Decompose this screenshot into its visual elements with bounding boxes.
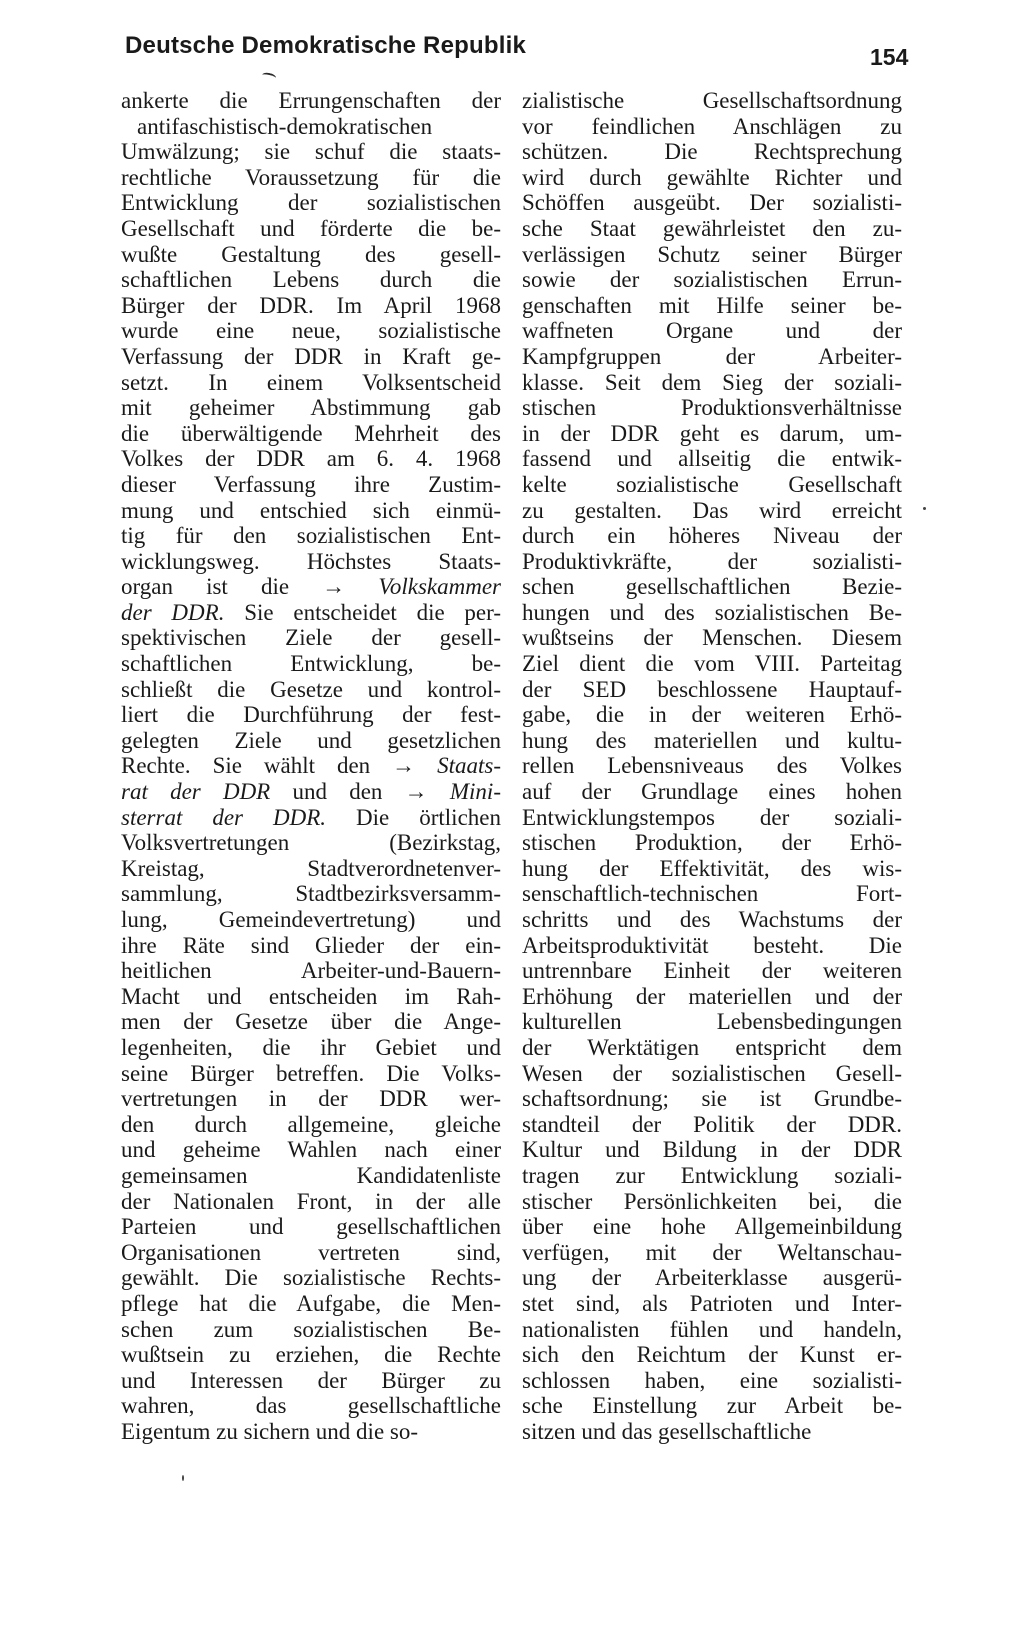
text-line: kulturellen Lebensbedingungen [522,1009,902,1035]
text-line: Volksvertretungen (Bezirkstag, [121,830,501,856]
text-line: schaftlichen Lebens durch die [121,267,501,293]
text-line: schritts und des Wachstums der [522,907,902,932]
page-title: Deutsche Demokratische Republik [125,32,526,59]
text-line: ankerte die Errungenschaften der [121,88,501,113]
text-line: der SED beschlossene Hauptauf- [522,676,902,702]
text-line: lung, Gemeindevertretung) und [121,907,501,932]
text-line: hungen und des sozialistischen Be- [522,599,902,625]
text-line: genschaften mit Hilfe seiner be- [522,292,902,318]
text-line: Kultur und Bildung in der DDR [522,1137,902,1163]
text-column-right [522,88,902,1444]
text-line: tig für den sozialistischen Ent- [121,523,501,549]
text-line: durch ein höheres Niveau der [522,523,902,549]
text-line: schen gesellschaftlichen Bezie- [522,574,902,600]
text-line: Kampfgruppen der Arbeiter- [522,343,902,369]
text-line: gemeinsamen Kandidatenliste [121,1162,501,1188]
text-line: Eigentum zu sichern und die so- [121,1418,419,1444]
text-line: vor feindlichen Anschlägen zu [522,113,902,139]
text-line: verfügen, mit der Weltanschau- [522,1239,902,1265]
text-line: sche Einstellung zur Arbeit be- [522,1393,902,1419]
text-line: Umwälzung; sie schuf die staats- [121,139,501,165]
text-line: sche Staat gewährleistet den zu- [522,215,902,241]
text-line: schaftlichen Entwicklung, be- [121,651,501,677]
text-line: dieser Verfassung ihre Zustim- [121,471,501,497]
text-line: der Nationalen Front, in der alle [121,1188,501,1214]
text-line: mit geheimer Abstimmung gab [121,395,501,421]
text-line: nationalisten fühlen und handeln, [522,1316,902,1342]
text-line: standteil der Politik der DDR. [522,1111,902,1137]
text-line: Ziel dient die vom VIII. Parteitag [522,651,902,677]
print-speck [182,1475,184,1481]
text-line: Volkes der DDR am 6. 4. 1968 [121,446,501,472]
text-line: gabe, die in der weiteren Erhö- [522,702,902,728]
text-line: stischen Produktionsverhältnisse [522,395,902,421]
text-line: stischen Produktion, der Erhö- [522,830,902,856]
text-line: in der DDR geht es darum, um- [522,420,902,446]
printed-mark [261,72,276,82]
text-line: hung der Effektivität, des wis- [522,855,902,881]
text-line: rellen Lebensniveaus des Volkes [522,753,902,779]
text-line: wahren, das gesellschaftliche [121,1393,501,1419]
text-line: Parteien und gesellschaftlichen [121,1214,501,1240]
text-line: verlässigen Schutz seiner Bürger [522,241,902,267]
text-line: vertretungen in der DDR wer- [121,1086,501,1112]
text-line: liert die Durchführung der fest- [121,702,501,728]
text-line: der Werktätigen entspricht dem [522,1034,902,1060]
text-line: wußtsein zu erziehen, die Rechte [121,1342,501,1368]
text-line: tragen zur Entwicklung soziali- [522,1162,902,1188]
text-line: Macht und entscheiden im Rah- [121,983,501,1009]
text-line: zu gestalten. Das wird erreicht [522,497,902,523]
text-line: senschaftlich-technischen Fort- [522,881,902,907]
text-line: Produktivkräfte, der sozialisti- [522,548,902,574]
text-line: Verfassung der DDR in Kraft ge- [121,343,501,369]
text-line: stischer Persönlichkeiten bei, die [522,1188,902,1214]
text-line: Arbeitsproduktivität besteht. Die [522,932,902,958]
text-line: seine Bürger betreffen. Die Volks- [121,1060,501,1086]
text-line: ung der Arbeiterklasse ausgerü- [522,1265,902,1291]
text-line: Gesellschaft und förderte die be- [121,215,501,241]
text-line: legenheiten, die ihr Gebiet und [121,1034,501,1060]
text-line: heitlichen Arbeiter-und-Bauern- [121,958,501,984]
text-line: wicklungsweg. Höchstes Staats- [121,548,501,574]
text-line: sich den Reichtum der Kunst er- [522,1342,902,1368]
text-line: organ ist die → Volkskammer [121,574,501,600]
text-line: ihre Räte sind Glieder der ein- [121,932,501,958]
text-line: wußte Gestaltung des gesell- [121,241,501,267]
text-line: antifaschistisch-demokratischen [137,113,433,139]
text-line: Erhöhung der materiellen und der [522,983,902,1009]
text-line: Entwicklungstempos der soziali- [522,804,902,830]
text-line: wird durch gewählte Richter und [522,164,902,190]
text-line: und geheime Wahlen nach einer [121,1137,501,1163]
text-line: Schöffen ausgeübt. Der sozialisti- [522,190,902,216]
text-line: der DDR. Sie entscheidet die per- [121,599,501,625]
print-speck [923,507,926,510]
text-line: schaftsordnung; sie ist Grundbe- [522,1086,902,1112]
text-line: schützen. Die Rechtsprechung [522,139,902,165]
text-line: schen zum sozialistischen Be- [121,1316,501,1342]
text-line: Rechte. Sie wählt den → Staats- [121,753,501,779]
text-line: zialistische Gesellschaftsordnung [522,88,902,113]
text-column-left [121,88,501,1444]
text-line: klasse. Seit dem Sieg der soziali- [522,369,902,395]
text-line: sammlung, Stadtbezirksversamm- [121,881,501,907]
text-line: sowie der sozialistischen Errun- [522,267,902,293]
text-line: gewählt. Die sozialistische Rechts- [121,1265,501,1291]
text-line: über eine hohe Allgemeinbildung [522,1214,902,1240]
text-line: Entwicklung der sozialistischen [121,190,501,216]
text-line: Bürger der DDR. Im April 1968 [121,292,501,318]
text-line: sterrat der DDR. Die örtlichen [121,804,501,830]
text-line: stet sind, als Patrioten und Inter- [522,1290,902,1316]
text-line: wußtseins der Menschen. Diesem [522,625,902,651]
text-line: wurde eine neue, sozialistische [121,318,501,344]
text-line: kelte sozialistische Gesellschaft [522,471,902,497]
text-line: und Interessen der Bürger zu [121,1367,501,1393]
text-line: untrennbare Einheit der weiteren [522,958,902,984]
text-line: setzt. In einem Volksentscheid [121,369,501,395]
text-line: Kreistag, Stadtverordnetenver- [121,855,501,881]
text-line: men der Gesetze über die Ange- [121,1009,501,1035]
text-line: waffneten Organe und der [522,318,902,344]
text-line: pflege hat die Aufgabe, die Men- [121,1290,501,1316]
text-line: spektivischen Ziele der gesell- [121,625,501,651]
text-line: mung und entschied sich einmü- [121,497,501,523]
text-line: auf der Grundlage eines hohen [522,779,902,805]
text-line: den durch allgemeine, gleiche [121,1111,501,1137]
text-line: Wesen der sozialistischen Gesell- [522,1060,902,1086]
page-number: 154 [870,44,909,70]
text-line: rechtliche Voraussetzung für die [121,164,501,190]
text-line: schlossen haben, eine sozialisti- [522,1367,902,1393]
text-line: die überwältigende Mehrheit des [121,420,501,446]
text-line: fassend und allseitig die entwik- [522,446,902,472]
text-line: sitzen und das gesellschaftliche [522,1418,812,1444]
text-line: Organisationen vertreten sind, [121,1239,501,1265]
text-line: gelegten Ziele und gesetzlichen [121,727,501,753]
text-line: schließt die Gesetze und kontrol- [121,676,501,702]
text-line: rat der DDR und den → Mini- [121,779,501,805]
text-line: hung des materiellen und kultu- [522,727,902,753]
